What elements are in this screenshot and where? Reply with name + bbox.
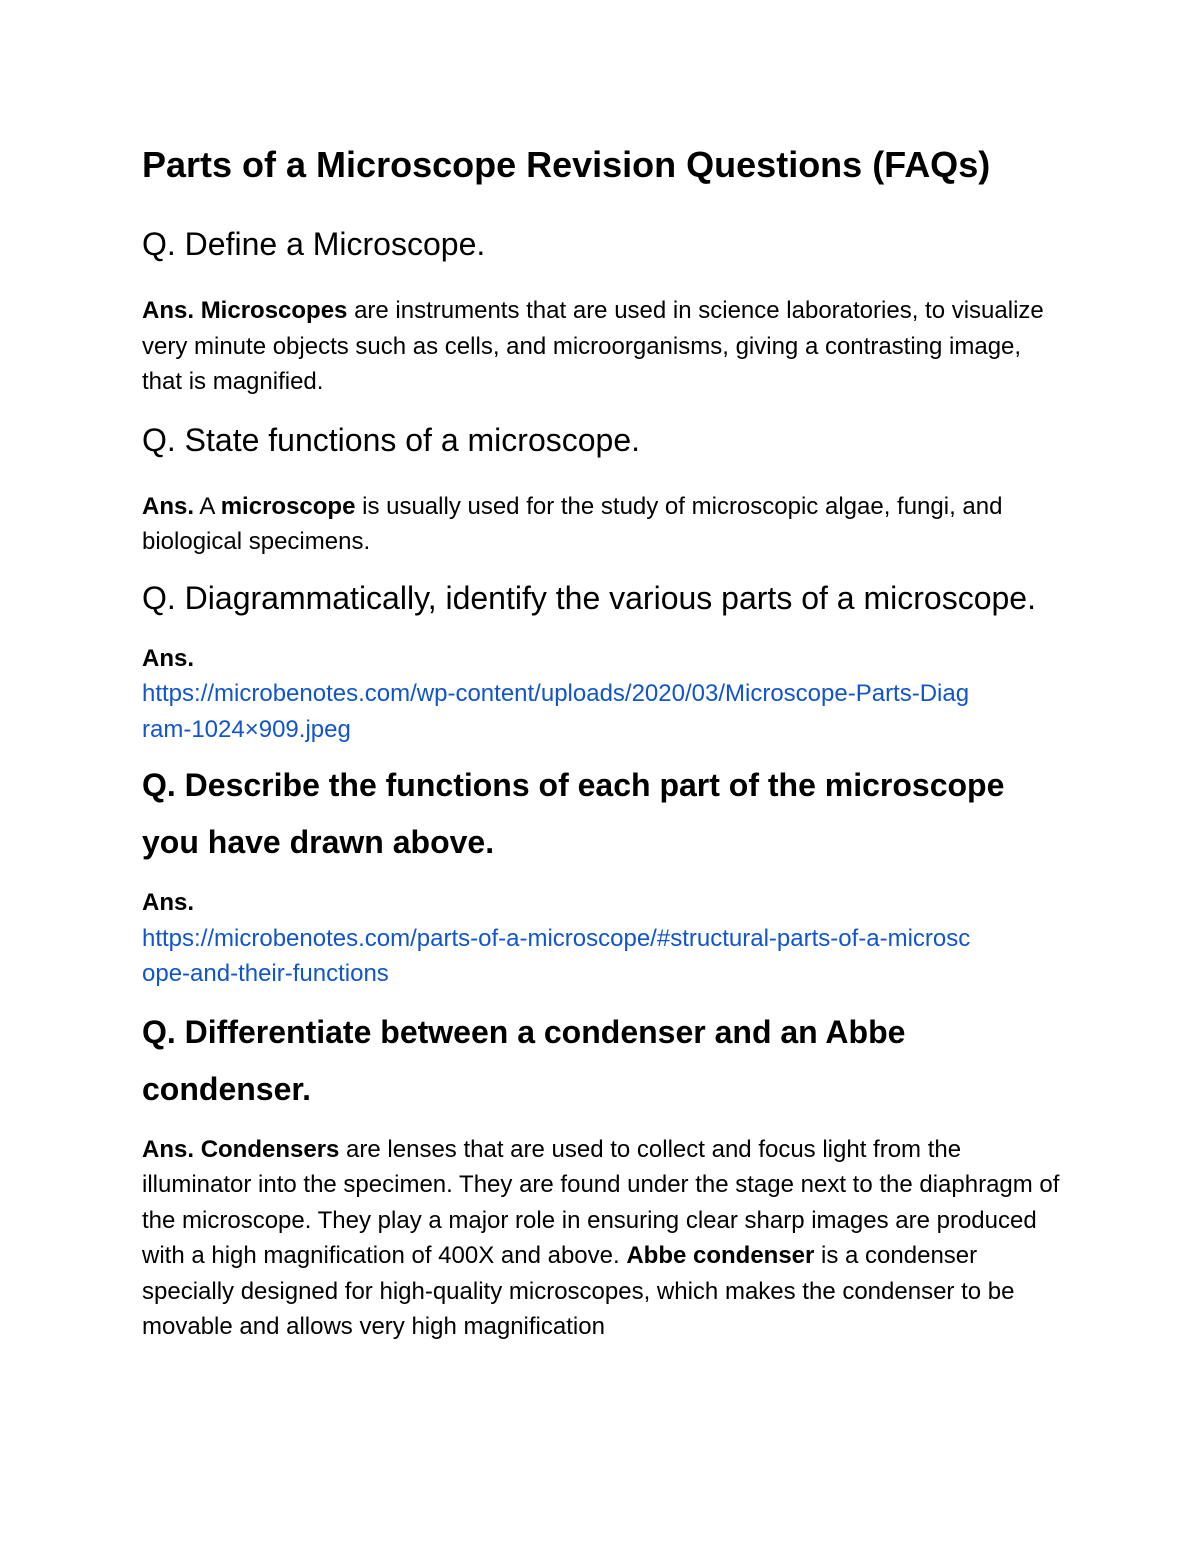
question-define-microscope: Q. Define a Microscope.	[142, 226, 486, 262]
answer-label: Ans.	[142, 889, 195, 916]
answer-prefix: A	[194, 492, 221, 520]
page-title: Parts of a Microscope Revision Questions (FAQs)	[142, 144, 991, 185]
answer-condenser-difference	[142, 1132, 1062, 1345]
answer-diagram-parts	[142, 641, 1062, 748]
answer-label: Ans.	[142, 644, 195, 672]
answer-term-condensers: Condensers	[200, 1135, 340, 1163]
answer-describe-functions	[142, 885, 1062, 992]
answer-label: Ans.	[142, 297, 195, 324]
answer-text-abbe: is a condenser specially designed for high-quality microscopes, which makes the condenser to be movable and allows very high magnification	[142, 1242, 1015, 1340]
functions-link[interactable]: https://microbenotes.com/parts-of-a-microscope/#structural-parts-of-a-microsc ope-and-their-functions	[142, 924, 971, 987]
answer-label: Ans.	[142, 1135, 195, 1163]
question-condenser-difference: Q. Differentiate between a condenser and an Abbe condenser.	[142, 1013, 906, 1107]
answer-text-condensers: are lenses that are used to collect and focus light from the illuminator into the specimen. They are found under the stage next to the diaphragm of the microscope. They play a major role in ensuring clear sharp images are produced with a high magnification of 400X and above.	[142, 1135, 1060, 1269]
question-describe-functions: Q. Describe the functions of each part of the microscope you have drawn above.	[142, 767, 1005, 860]
answer-term-abbe: Abbe condenser	[626, 1242, 815, 1269]
diagram-link[interactable]: https://microbenotes.com/wp-content/uploads/2020/03/Microscope-Parts-Diag ram-1024×909.jpeg	[142, 680, 970, 743]
answer-term: microscope	[220, 492, 356, 520]
answer-text: are instruments that are used in science laboratories, to visualize very minute objects such as cells, and microorganisms, giving a contrasting image, that is magnified.	[142, 297, 1044, 395]
answer-define-microscope	[142, 293, 1062, 400]
answer-term: Microscopes	[200, 297, 348, 324]
document-page	[142, 138, 1062, 1345]
question-functions-microscope: Q. State functions of a microscope.	[142, 421, 641, 458]
answer-text: is usually used for the study of microscopic algae, fungi, and biological specimens.	[142, 492, 1003, 555]
question-diagram-parts: Q. Diagrammatically, identify the various parts of a microscope.	[142, 579, 1036, 616]
answer-functions-microscope	[142, 489, 1062, 560]
answer-label: Ans.	[142, 492, 195, 520]
